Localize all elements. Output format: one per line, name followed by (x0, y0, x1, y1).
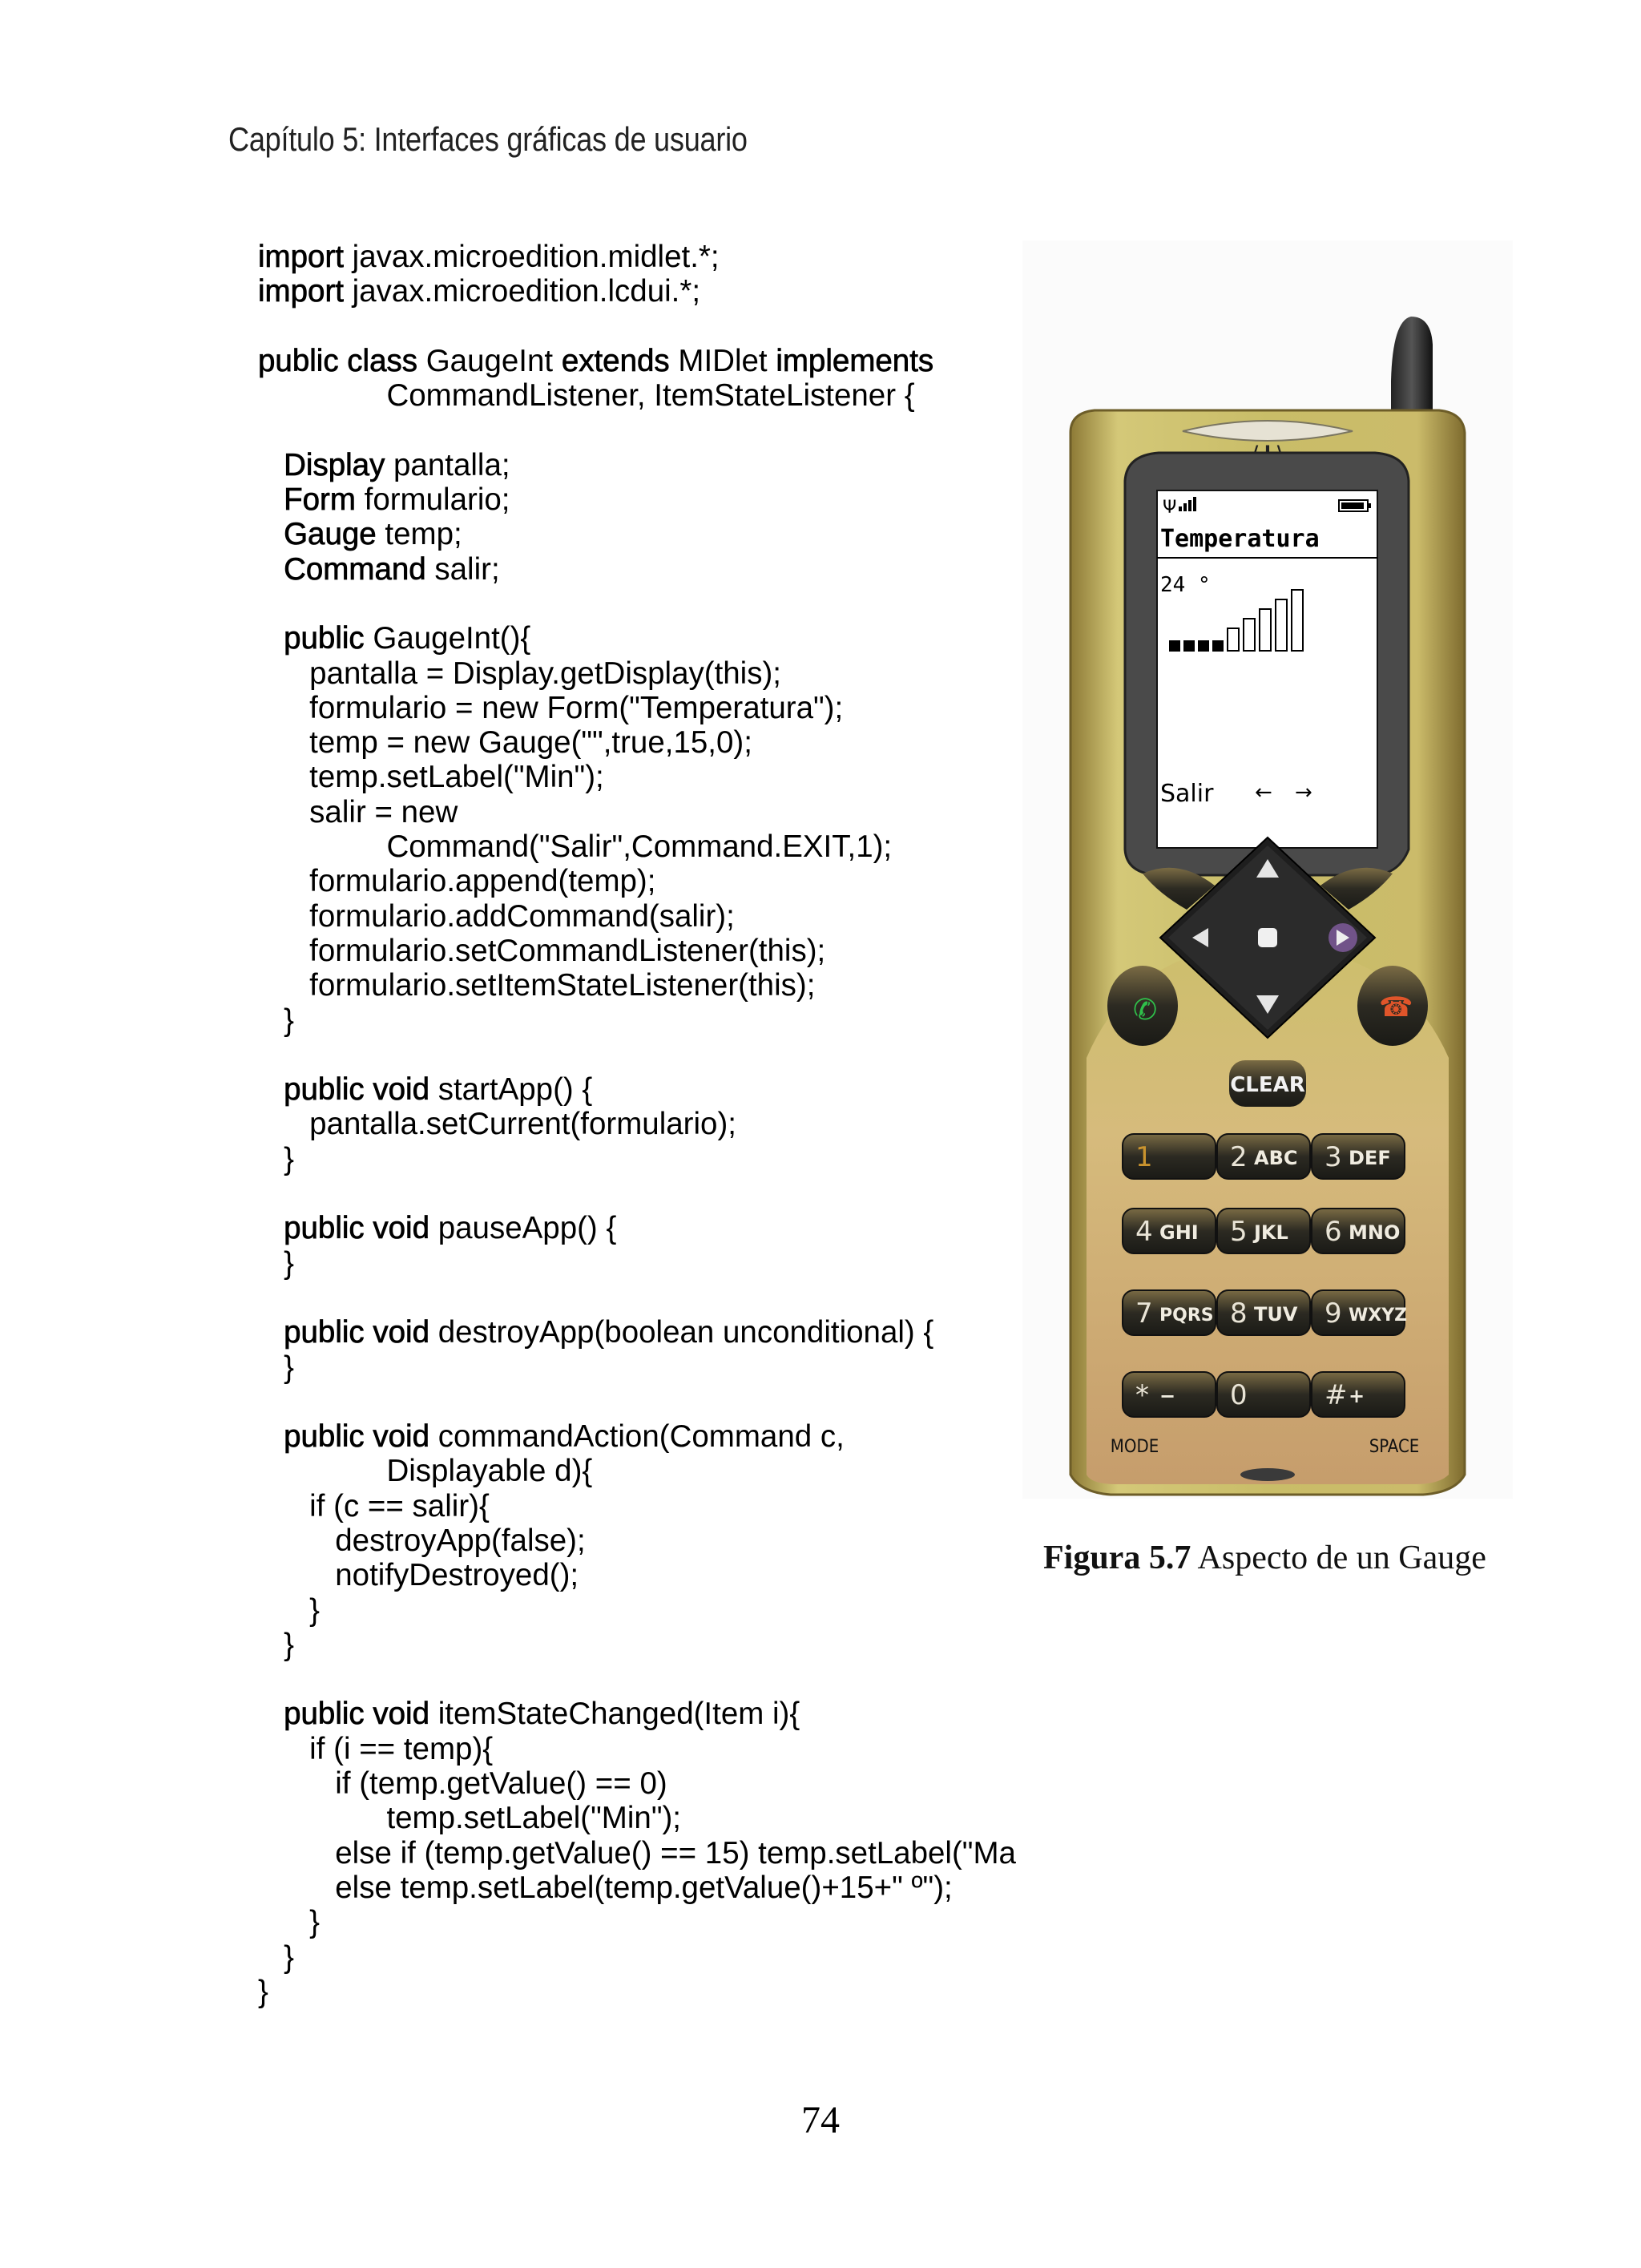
code-text: if (temp.getValue() == 0) (258, 1766, 667, 1802)
code-keyword: public void (284, 1072, 430, 1108)
code-keyword: public (284, 621, 365, 656)
code-text (258, 552, 284, 587)
key-digit: 5 (1230, 1216, 1248, 1248)
figure-label: Figura 5.7 (1043, 1540, 1191, 1576)
chapter-header: Capítulo 5: Interfaces gráficas de usuario (228, 120, 748, 158)
key-letters: JKL (1254, 1221, 1288, 1244)
key-letters: TUV (1254, 1303, 1298, 1326)
code-text: } (258, 1350, 294, 1385)
code-line (258, 274, 1027, 309)
key-star[interactable] (1123, 1372, 1216, 1417)
code-text: pantalla; (385, 447, 510, 482)
microphone (1240, 1468, 1295, 1481)
code-text: temp.setLabel("Min"); (258, 1801, 682, 1836)
code-line (258, 1836, 1027, 1870)
code-text: MIDlet (669, 343, 776, 378)
key-letters: PQRS (1159, 1306, 1214, 1326)
code-line (258, 1523, 1027, 1558)
phone-red-icon: ☎ (1379, 991, 1413, 1023)
code-keyword: Form (284, 482, 356, 518)
code-line (258, 587, 1027, 621)
code-text: } (258, 1905, 321, 1940)
code-line (258, 1176, 1027, 1211)
code-line (258, 1211, 1027, 1245)
code-line (258, 1038, 1027, 1072)
code-text: formulario.append(temp); (258, 864, 656, 899)
key-letters: MNO (1349, 1221, 1401, 1244)
gauge-bar (1260, 609, 1271, 651)
code-line (258, 378, 1027, 413)
code-text: } (258, 1245, 294, 1281)
code-text: salir = new (258, 794, 458, 829)
key-5[interactable] (1217, 1209, 1310, 1253)
code-text: formulario = new Form("Temperatura"); (258, 690, 844, 725)
code-text: Displayable d){ (258, 1454, 593, 1489)
key-digit: 6 (1324, 1216, 1342, 1248)
code-text: javax.microedition.lcdui.*; (343, 274, 701, 309)
code-line (258, 725, 1027, 760)
gauge-bar (1228, 628, 1239, 651)
code-line (258, 1593, 1027, 1628)
code-line (258, 899, 1027, 934)
code-line (258, 1142, 1027, 1176)
code-line (258, 691, 1027, 725)
code-text: if (i == temp){ (258, 1731, 494, 1766)
code-listing (258, 240, 1027, 2027)
key-digit: 1 (1135, 1141, 1153, 1173)
code-line (258, 552, 1027, 587)
code-text: startApp() { (429, 1072, 593, 1108)
code-keyword: Gauge (284, 517, 377, 552)
code-line (258, 1801, 1027, 1835)
code-keyword: public class (258, 343, 418, 378)
code-keyword: public void (284, 1697, 430, 1732)
code-keyword: implements (776, 343, 934, 378)
code-text: salir; (425, 551, 500, 587)
code-text: } (258, 1974, 268, 2009)
right-arrow-icon[interactable]: → (1295, 781, 1312, 805)
code-line (258, 1558, 1027, 1592)
code-keyword: public void (284, 1211, 430, 1246)
key-0[interactable] (1217, 1372, 1310, 1417)
gauge-bar (1184, 641, 1194, 651)
key-letters: DEF (1349, 1147, 1391, 1169)
code-line (258, 1766, 1027, 1801)
code-line (258, 795, 1027, 829)
code-text: else temp.setLabel(temp.getValue()+15+" º"); (258, 1870, 953, 1905)
phone-figure (1022, 240, 1513, 1499)
code-text: pauseApp() { (429, 1211, 617, 1246)
code-line (258, 309, 1027, 344)
code-text: if (c == salir){ (258, 1488, 490, 1523)
code-text: } (258, 1592, 321, 1628)
code-text: } (258, 1003, 294, 1038)
code-keyword: public void (284, 1419, 430, 1455)
space-label: SPACE (1369, 1437, 1420, 1457)
code-text (258, 621, 284, 656)
code-keyword: Command (284, 551, 426, 587)
code-line (258, 1905, 1027, 1939)
gauge-bar (1244, 619, 1255, 651)
figure-caption-text: Aspecto de un Gauge (1197, 1540, 1486, 1576)
code-text (258, 1697, 284, 1731)
gauge-bar (1199, 641, 1208, 651)
code-keyword: import (258, 240, 344, 274)
gauge-bar (1213, 641, 1223, 651)
code-text: CommandListener, ItemStateListener { (258, 378, 915, 414)
key-hash[interactable] (1312, 1372, 1405, 1417)
code-line (258, 517, 1027, 551)
key-digit: 0 (1230, 1379, 1248, 1411)
code-line (258, 1350, 1027, 1385)
code-text: destroyApp(boolean unconditional) { (429, 1315, 934, 1350)
code-keyword: public void (284, 1315, 430, 1350)
antenna (1391, 317, 1433, 425)
code-text: GaugeInt(){ (364, 621, 531, 656)
screen-title: Temperatura (1160, 525, 1320, 553)
key-7[interactable] (1123, 1290, 1216, 1335)
code-line (258, 1454, 1027, 1488)
code-line (258, 1072, 1027, 1107)
key-digit: 8 (1230, 1297, 1248, 1330)
code-text: temp; (376, 517, 462, 552)
key-letters: GHI (1159, 1221, 1199, 1244)
code-line (258, 344, 1027, 378)
key-digit: 2 (1230, 1141, 1248, 1173)
key-6[interactable] (1312, 1209, 1405, 1253)
code-text: formulario.setItemStateListener(this); (258, 968, 816, 1003)
code-line (258, 1975, 1027, 2009)
gauge-bar (1170, 641, 1179, 651)
mode-label: MODE (1110, 1437, 1159, 1457)
code-text (258, 482, 284, 517)
code-line (258, 829, 1027, 864)
key-digit: 3 (1324, 1141, 1342, 1173)
code-line (258, 482, 1027, 517)
gauge-bar (1292, 590, 1303, 651)
code-text: formulario.addCommand(salir); (258, 898, 735, 934)
gauge-bar (1276, 599, 1287, 651)
code-line (258, 1940, 1027, 1975)
code-line (258, 448, 1027, 482)
code-line (258, 1732, 1027, 1766)
key-8[interactable] (1217, 1290, 1310, 1335)
code-line (258, 1385, 1027, 1419)
code-text: pantalla = Display.getDisplay(this); (258, 656, 781, 691)
key-digit: 4 (1135, 1216, 1153, 1248)
code-text (258, 1211, 284, 1245)
key-4[interactable] (1123, 1209, 1216, 1253)
key-2[interactable] (1217, 1134, 1310, 1179)
code-text (258, 1315, 284, 1350)
left-arrow-icon[interactable]: ← (1255, 781, 1272, 805)
code-text (258, 1419, 284, 1454)
softkey-salir[interactable]: Salir (1160, 780, 1214, 808)
code-text: pantalla.setCurrent(formulario); (258, 1107, 736, 1142)
code-line (258, 1489, 1027, 1523)
code-line (258, 1003, 1027, 1038)
code-text (258, 517, 284, 551)
code-line (258, 760, 1027, 794)
code-line (258, 1662, 1027, 1697)
code-line (258, 621, 1027, 656)
key-digit: 9 (1324, 1297, 1342, 1330)
code-text: itemStateChanged(Item i){ (429, 1697, 800, 1732)
key-letters: ABC (1254, 1147, 1298, 1169)
code-text: formulario; (355, 482, 510, 518)
code-line (258, 656, 1027, 691)
code-text: notifyDestroyed(); (258, 1558, 579, 1593)
code-text: commandAction(Command c, (429, 1419, 845, 1455)
code-text: destroyApp(false); (258, 1523, 586, 1558)
key-3[interactable] (1312, 1134, 1405, 1179)
code-line (258, 1246, 1027, 1281)
code-text: Command("Salir",Command.EXIT,1); (258, 829, 893, 865)
code-line (258, 413, 1027, 447)
code-text: else if (temp.getValue() == 15) temp.setLabel("Ma (258, 1835, 1016, 1870)
code-line (258, 1315, 1027, 1350)
key-letters: + (1349, 1385, 1365, 1407)
svg-text:CLEAR: CLEAR (1230, 1073, 1305, 1097)
code-keyword: import (258, 274, 344, 309)
code-line (258, 864, 1027, 898)
code-text: } (258, 1627, 294, 1662)
page-number: 74 (801, 2099, 840, 2141)
figure-caption (1043, 1539, 1486, 1577)
code-text: GaugeInt (417, 343, 562, 378)
nav-select-button[interactable] (1258, 928, 1277, 947)
code-line (258, 968, 1027, 1003)
code-keyword: Display (284, 447, 385, 482)
code-text (258, 1072, 284, 1107)
code-line (258, 934, 1027, 968)
key-letters: − (1159, 1385, 1176, 1407)
code-text: temp = new Gauge("",true,15,0); (258, 725, 752, 761)
key-9[interactable] (1312, 1290, 1407, 1335)
key-letters: WXYZ (1349, 1306, 1408, 1326)
code-text: } (258, 1939, 294, 1975)
code-line (258, 1419, 1027, 1454)
phone-green-icon: ✆ (1133, 994, 1158, 1027)
code-keyword: extends (561, 343, 670, 378)
code-text: formulario.setCommandListener(this); (258, 933, 826, 968)
phone-illustration (1022, 240, 1513, 1499)
code-text (258, 448, 284, 482)
code-line (258, 1281, 1027, 1315)
key-digit: # (1324, 1379, 1348, 1411)
code-text: temp.setLabel("Min"); (258, 760, 604, 795)
key-digit: 7 (1135, 1297, 1153, 1330)
code-text: javax.microedition.midlet.*; (343, 240, 720, 274)
code-line (258, 1628, 1027, 1662)
gauge-label: 24 ° (1160, 573, 1211, 597)
code-text: } (258, 1141, 294, 1176)
signal-icon: Ψ (1163, 498, 1177, 518)
key-digit: * (1135, 1379, 1149, 1411)
key-1[interactable] (1123, 1134, 1216, 1179)
code-line (258, 1870, 1027, 1905)
code-line (258, 1697, 1027, 1731)
code-line (258, 1107, 1027, 1141)
code-line (258, 240, 1027, 274)
